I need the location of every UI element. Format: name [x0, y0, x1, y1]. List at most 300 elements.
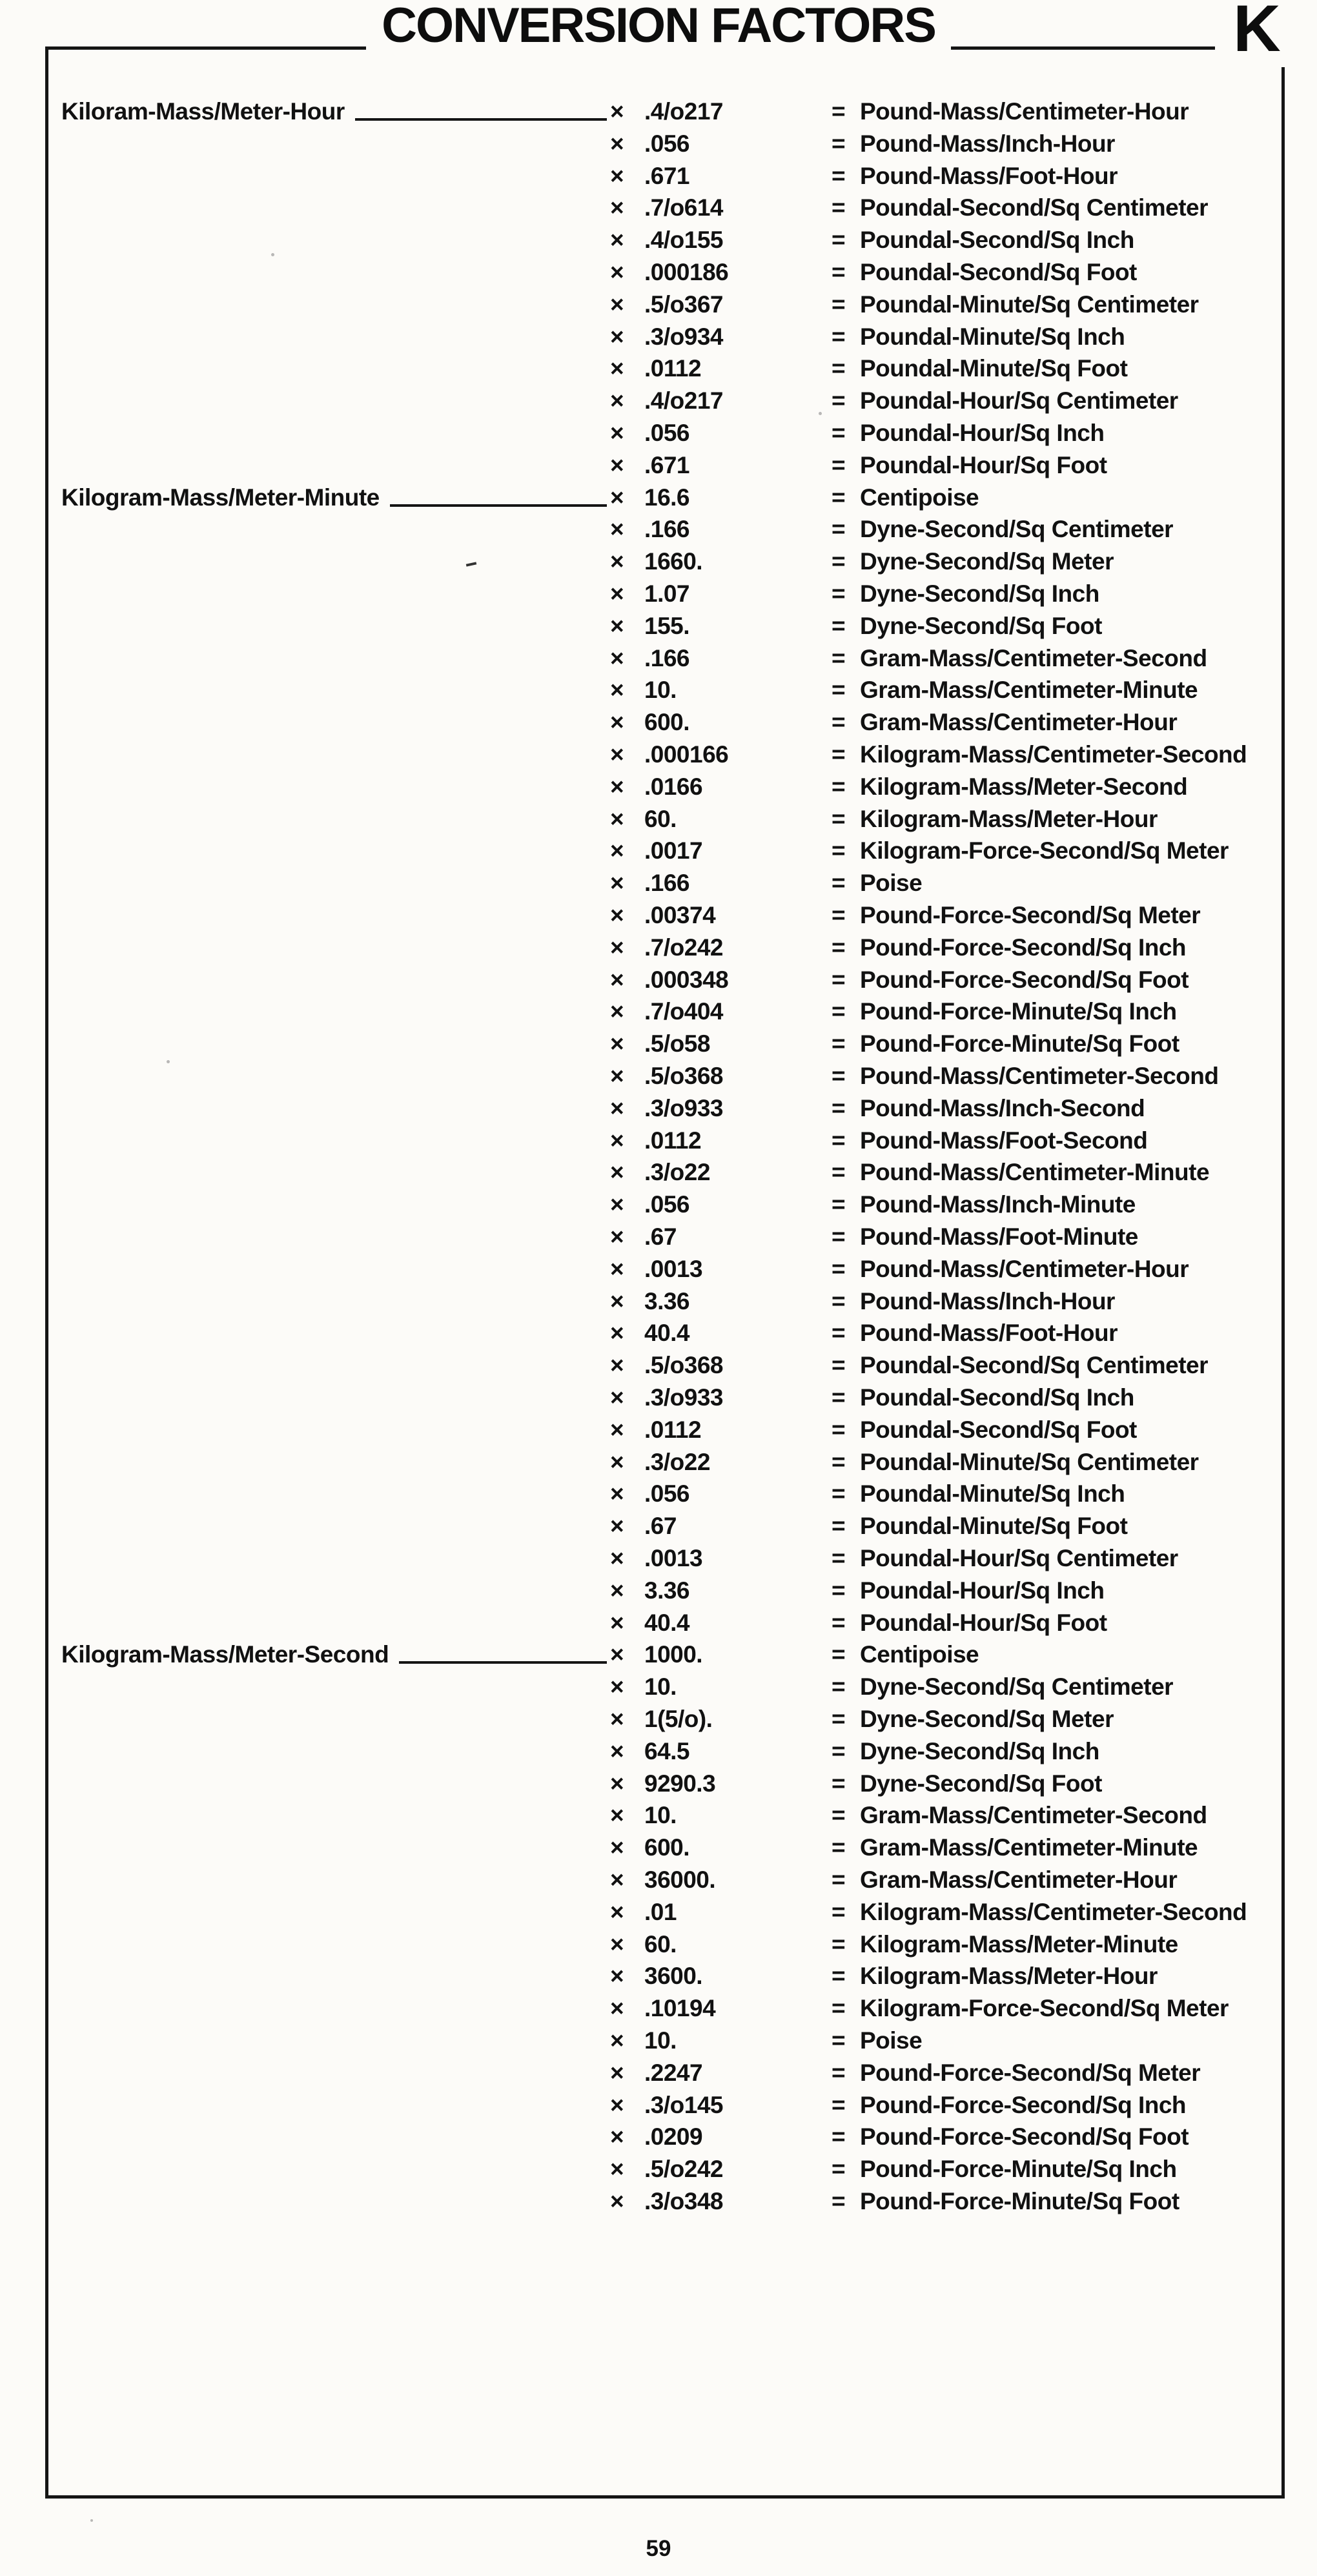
- equals-icon: =: [832, 2188, 846, 2214]
- conversion-row: [0, 290, 1317, 320]
- factor-value: .2247: [644, 2059, 703, 2086]
- multiply-icon: ×: [610, 1094, 624, 1121]
- factor-value: .67: [644, 1223, 677, 1250]
- equals-icon: =: [832, 1834, 846, 1861]
- multiply-icon: ×: [610, 1834, 624, 1861]
- conversion-row: [0, 868, 1317, 898]
- conversion-row: [0, 997, 1317, 1027]
- equals-icon: =: [832, 420, 846, 446]
- unit-label: Pound-Mass/Inch-Hour: [860, 1287, 1115, 1314]
- unit-label: Dyne-Second/Sq Centimeter: [860, 516, 1174, 543]
- unit-label: Poundal-Second/Sq Inch: [860, 1384, 1134, 1411]
- multiply-icon: ×: [610, 1641, 624, 1668]
- unit-label: Poundal-Minute/Sq Inch: [860, 323, 1125, 350]
- unit-label: Pound-Force-Minute/Sq Foot: [860, 2188, 1179, 2214]
- equals-icon: =: [832, 1416, 846, 1443]
- multiply-icon: ×: [610, 1995, 624, 2022]
- factor-value: .01: [644, 1898, 677, 1925]
- multiply-icon: ×: [610, 1577, 624, 1604]
- multiply-icon: ×: [610, 1191, 624, 1218]
- conversion-row: [0, 1254, 1317, 1284]
- factor-value: .00374: [644, 902, 716, 928]
- multiply-icon: ×: [610, 227, 624, 254]
- multiply-icon: ×: [610, 580, 624, 607]
- unit-label: Pound-Force-Minute/Sq Inch: [860, 998, 1177, 1025]
- multiply-icon: ×: [610, 966, 624, 993]
- unit-label: Gram-Mass/Centimeter-Minute: [860, 1834, 1198, 1861]
- equals-icon: =: [832, 644, 846, 671]
- multiply-icon: ×: [610, 1802, 624, 1829]
- unit-label: Poundal-Hour/Sq Centimeter: [860, 1545, 1178, 1571]
- conversion-row: [0, 1833, 1317, 1863]
- page-number: 59: [646, 2536, 671, 2561]
- equals-icon: =: [832, 1030, 846, 1058]
- equals-icon: =: [832, 194, 846, 221]
- factor-value: 40.4: [644, 1609, 690, 1636]
- multiply-icon: ×: [610, 130, 624, 157]
- multiply-icon: ×: [610, 1030, 624, 1058]
- unit-label: Kilogram-Mass/Centimeter-Second: [860, 1898, 1247, 1925]
- unit-label: Gram-Mass/Centimeter-Second: [860, 644, 1207, 671]
- equals-icon: =: [832, 387, 846, 414]
- equals-icon: =: [832, 934, 846, 961]
- equals-icon: =: [832, 870, 846, 897]
- multiply-icon: ×: [610, 2027, 624, 2054]
- multiply-icon: ×: [610, 387, 624, 414]
- conversion-row: [0, 1994, 1317, 2023]
- factor-value: .10194: [644, 1995, 716, 2022]
- unit-label: Poundal-Second/Sq Inch: [860, 227, 1134, 254]
- factor-value: .000348: [644, 966, 729, 993]
- multiply-icon: ×: [610, 2123, 624, 2151]
- multiply-icon: ×: [610, 1384, 624, 1411]
- factor-value: 64.5: [644, 1737, 690, 1764]
- page-title: CONVERSION FACTORS: [366, 1, 951, 50]
- equals-icon: =: [832, 1480, 846, 1508]
- multiply-icon: ×: [610, 323, 624, 350]
- unit-label: Poundal-Hour/Sq Inch: [860, 420, 1105, 446]
- factor-value: .0112: [644, 1127, 702, 1154]
- equals-icon: =: [832, 1287, 846, 1314]
- factor-value: .4/o217: [644, 98, 723, 125]
- multiply-icon: ×: [610, 1352, 624, 1379]
- unit-label: Pound-Mass/Centimeter-Minute: [860, 1159, 1210, 1186]
- multiply-icon: ×: [610, 1737, 624, 1764]
- equals-icon: =: [832, 162, 846, 189]
- quantity-label: Kilogram-Mass/Meter-Minute: [61, 484, 380, 511]
- equals-icon: =: [832, 1802, 846, 1829]
- conversion-row: [0, 1737, 1317, 1766]
- conversion-row: [0, 1704, 1317, 1734]
- unit-label: Dyne-Second/Sq Foot: [860, 612, 1102, 639]
- unit-label: Pound-Mass/Inch-Second: [860, 1094, 1145, 1121]
- conversion-row: [0, 451, 1317, 480]
- unit-label: Dyne-Second/Sq Inch: [860, 1737, 1099, 1764]
- multiply-icon: ×: [610, 1448, 624, 1475]
- equals-icon: =: [832, 1577, 846, 1604]
- equals-icon: =: [832, 516, 846, 543]
- unit-label: Pound-Force-Second/Sq Inch: [860, 2091, 1187, 2118]
- equals-icon: =: [832, 291, 846, 318]
- quantity-label: Kilogram-Mass/Meter-Second: [61, 1641, 389, 1668]
- conversion-row: [0, 836, 1317, 866]
- equals-icon: =: [832, 580, 846, 607]
- unit-label: Gram-Mass/Centimeter-Minute: [860, 677, 1198, 704]
- unit-label: Pound-Force-Minute/Sq Foot: [860, 1030, 1179, 1058]
- conversion-row: [0, 933, 1317, 963]
- multiply-icon: ×: [610, 1545, 624, 1571]
- unit-label: Pound-Mass/Foot-Hour: [860, 162, 1118, 189]
- multiply-icon: ×: [610, 98, 624, 125]
- factor-value: 9290.3: [644, 1770, 716, 1797]
- equals-icon: =: [832, 1223, 846, 1250]
- multiply-icon: ×: [610, 355, 624, 382]
- factor-value: 155.: [644, 612, 690, 639]
- multiply-icon: ×: [610, 644, 624, 671]
- conversion-row: [0, 1897, 1317, 1927]
- multiply-icon: ×: [610, 1255, 624, 1282]
- unit-label: Pound-Mass/Centimeter-Second: [860, 1063, 1219, 1089]
- equals-icon: =: [832, 1127, 846, 1154]
- unit-label: Gram-Mass/Centimeter-Hour: [860, 709, 1178, 736]
- conversion-row: [0, 1094, 1317, 1123]
- conversion-row: [0, 322, 1317, 352]
- factor-value: 3600.: [644, 1963, 703, 1990]
- multiply-icon: ×: [610, 1673, 624, 1701]
- equals-icon: =: [832, 227, 846, 254]
- factor-value: 1(5/o).: [644, 1706, 713, 1732]
- factor-value: .5/o368: [644, 1352, 723, 1379]
- equals-icon: =: [832, 741, 846, 768]
- conversion-row: [0, 258, 1317, 287]
- conversion-row: [0, 1415, 1317, 1445]
- multiply-icon: ×: [610, 194, 624, 221]
- equals-icon: =: [832, 2027, 846, 2054]
- equals-icon: =: [832, 1898, 846, 1925]
- factor-value: .67: [644, 1513, 677, 1540]
- multiply-icon: ×: [610, 548, 624, 575]
- equals-icon: =: [832, 1995, 846, 2022]
- multiply-icon: ×: [610, 2156, 624, 2183]
- conversion-row: [0, 1608, 1317, 1638]
- factor-value: .3/o933: [644, 1094, 723, 1121]
- equals-icon: =: [832, 451, 846, 478]
- conversion-row: [0, 193, 1317, 223]
- multiply-icon: ×: [610, 291, 624, 318]
- factor-value: 600.: [644, 1834, 690, 1861]
- multiply-icon: ×: [610, 259, 624, 285]
- conversion-row: [0, 2187, 1317, 2216]
- unit-label: Kilogram-Mass/Meter-Minute: [860, 1930, 1178, 1958]
- equals-icon: =: [832, 966, 846, 993]
- unit-label: Centipoise: [860, 484, 979, 511]
- unit-label: Kilogram-Force-Second/Sq Meter: [860, 1995, 1229, 2022]
- factor-value: .0112: [644, 1416, 702, 1443]
- quantity-label: Kiloram-Mass/Meter-Hour: [61, 98, 345, 125]
- factor-value: .7/o614: [644, 194, 723, 221]
- multiply-icon: ×: [610, 1609, 624, 1636]
- equals-icon: =: [832, 1255, 846, 1282]
- tab-letter: K: [1215, 0, 1299, 67]
- unit-label: Centipoise: [860, 1641, 979, 1668]
- unit-label: Pound-Mass/Centimeter-Hour: [860, 98, 1189, 125]
- unit-label: Poundal-Second/Sq Foot: [860, 1416, 1137, 1443]
- equals-icon: =: [832, 902, 846, 928]
- unit-label: Kilogram-Mass/Centimeter-Second: [860, 741, 1247, 768]
- equals-icon: =: [832, 2091, 846, 2118]
- conversion-row: [0, 483, 1317, 513]
- conversion-row: [0, 1479, 1317, 1509]
- conversion-row: [0, 129, 1317, 159]
- multiply-icon: ×: [610, 1770, 624, 1797]
- conversion-row: [0, 1447, 1317, 1477]
- conversion-row: [0, 386, 1317, 416]
- conversion-row: [0, 611, 1317, 641]
- multiply-icon: ×: [610, 1320, 624, 1347]
- multiply-icon: ×: [610, 1513, 624, 1540]
- factor-value: .166: [644, 516, 690, 543]
- equals-icon: =: [832, 1963, 846, 1990]
- equals-icon: =: [832, 1191, 846, 1218]
- conversion-row: [0, 772, 1317, 802]
- equals-icon: =: [832, 1545, 846, 1571]
- equals-icon: =: [832, 1641, 846, 1668]
- multiply-icon: ×: [610, 2091, 624, 2118]
- conversion-row: [0, 1672, 1317, 1702]
- unit-label: Dyne-Second/Sq Meter: [860, 1706, 1114, 1732]
- unit-label: Poundal-Second/Sq Centimeter: [860, 194, 1209, 221]
- unit-label: Pound-Force-Second/Sq Inch: [860, 934, 1187, 961]
- conversion-row: [0, 1930, 1317, 1959]
- factor-value: .5/o367: [644, 291, 723, 318]
- equals-icon: =: [832, 130, 846, 157]
- factor-value: .671: [644, 162, 690, 189]
- factor-value: .056: [644, 420, 690, 446]
- conversion-row: [0, 1511, 1317, 1541]
- conversion-row: [0, 1318, 1317, 1348]
- conversion-row: [0, 2026, 1317, 2056]
- conversion-row: [0, 1287, 1317, 1316]
- equals-icon: =: [832, 1930, 846, 1958]
- multiply-icon: ×: [610, 1287, 624, 1314]
- factor-value: .166: [644, 644, 690, 671]
- conversion-row: [0, 1544, 1317, 1573]
- unit-label: Dyne-Second/Sq Foot: [860, 1770, 1102, 1797]
- multiply-icon: ×: [610, 516, 624, 543]
- factor-value: .5/o58: [644, 1030, 710, 1058]
- equals-icon: =: [832, 1609, 846, 1636]
- conversion-row: [0, 579, 1317, 609]
- equals-icon: =: [832, 1770, 846, 1797]
- conversion-row: [0, 1576, 1317, 1606]
- conversion-row: [0, 97, 1317, 127]
- factor-value: .0166: [644, 773, 703, 800]
- conversion-row: [0, 1158, 1317, 1187]
- multiply-icon: ×: [610, 484, 624, 511]
- conversion-row: [0, 675, 1317, 705]
- equals-icon: =: [832, 2123, 846, 2151]
- equals-icon: =: [832, 612, 846, 639]
- factor-value: .4/o155: [644, 227, 723, 254]
- conversion-row: [0, 2122, 1317, 2152]
- multiply-icon: ×: [610, 451, 624, 478]
- equals-icon: =: [832, 1448, 846, 1475]
- factor-value: .3/o22: [644, 1159, 710, 1186]
- factor-value: .0013: [644, 1255, 703, 1282]
- unit-label: Gram-Mass/Centimeter-Hour: [860, 1866, 1178, 1893]
- equals-icon: =: [832, 1384, 846, 1411]
- equals-icon: =: [832, 1320, 846, 1347]
- multiply-icon: ×: [610, 902, 624, 928]
- factor-value: 60.: [644, 805, 677, 832]
- factor-value: 60.: [644, 1930, 677, 1958]
- multiply-icon: ×: [610, 2059, 624, 2086]
- factor-value: 36000.: [644, 1866, 716, 1893]
- factor-value: .4/o217: [644, 387, 723, 414]
- conversion-row: [0, 354, 1317, 383]
- multiply-icon: ×: [610, 1930, 624, 1958]
- multiply-icon: ×: [610, 773, 624, 800]
- unit-label: Poundal-Second/Sq Centimeter: [860, 1352, 1209, 1379]
- unit-label: Poundal-Hour/Sq Centimeter: [860, 387, 1178, 414]
- unit-label: Poundal-Hour/Sq Inch: [860, 1577, 1105, 1604]
- factor-value: 3.36: [644, 1287, 690, 1314]
- factor-value: .056: [644, 1480, 690, 1508]
- multiply-icon: ×: [610, 1223, 624, 1250]
- unit-label: Poundal-Minute/Sq Foot: [860, 1513, 1128, 1540]
- equals-icon: =: [832, 259, 846, 285]
- equals-icon: =: [832, 805, 846, 832]
- conversion-row: [0, 1769, 1317, 1799]
- equals-icon: =: [832, 355, 846, 382]
- conversion-row: [0, 901, 1317, 930]
- factor-value: 10.: [644, 677, 677, 704]
- factor-value: .3/o348: [644, 2188, 723, 2214]
- factor-value: 1000.: [644, 1641, 703, 1668]
- unit-label: Dyne-Second/Sq Inch: [860, 580, 1099, 607]
- multiply-icon: ×: [610, 1480, 624, 1508]
- unit-label: Dyne-Second/Sq Centimeter: [860, 1673, 1174, 1701]
- factor-value: .3/o934: [644, 323, 723, 350]
- multiply-icon: ×: [610, 420, 624, 446]
- multiply-icon: ×: [610, 741, 624, 768]
- unit-label: Kilogram-Mass/Meter-Hour: [860, 805, 1158, 832]
- equals-icon: =: [832, 773, 846, 800]
- multiply-icon: ×: [610, 1127, 624, 1154]
- factor-value: .671: [644, 451, 690, 478]
- factor-value: .056: [644, 130, 690, 157]
- equals-icon: =: [832, 998, 846, 1025]
- equals-icon: =: [832, 1063, 846, 1089]
- conversion-row: [0, 2058, 1317, 2088]
- factor-value: 3.36: [644, 1577, 690, 1604]
- unit-label: Pound-Mass/Centimeter-Hour: [860, 1255, 1189, 1282]
- conversion-row: [0, 1190, 1317, 1220]
- unit-label: Kilogram-Mass/Meter-Second: [860, 773, 1188, 800]
- conversion-row: [0, 1061, 1317, 1091]
- factor-value: 10.: [644, 1673, 677, 1701]
- factor-value: .7/o242: [644, 934, 723, 961]
- conversion-row: [0, 225, 1317, 255]
- unit-label: Poundal-Minute/Sq Foot: [860, 355, 1128, 382]
- multiply-icon: ×: [610, 1159, 624, 1186]
- conversion-row: [0, 965, 1317, 995]
- multiply-icon: ×: [610, 1866, 624, 1893]
- factor-value: .000186: [644, 259, 729, 285]
- equals-icon: =: [832, 548, 846, 575]
- factor-value: .0017: [644, 837, 703, 864]
- unit-label: Pound-Force-Minute/Sq Inch: [860, 2156, 1177, 2183]
- multiply-icon: ×: [610, 1898, 624, 1925]
- unit-label: Pound-Mass/Inch-Minute: [860, 1191, 1136, 1218]
- conversion-row: [0, 1222, 1317, 1252]
- unit-label: Pound-Mass/Inch-Hour: [860, 130, 1115, 157]
- unit-label: Gram-Mass/Centimeter-Second: [860, 1802, 1207, 1829]
- factor-value: 40.4: [644, 1320, 690, 1347]
- factor-value: 600.: [644, 709, 690, 736]
- equals-icon: =: [832, 1737, 846, 1764]
- multiply-icon: ×: [610, 162, 624, 189]
- equals-icon: =: [832, 677, 846, 704]
- conversion-row: [0, 515, 1317, 544]
- equals-icon: =: [832, 1094, 846, 1121]
- factor-value: 10.: [644, 1802, 677, 1829]
- unit-label: Pound-Mass/Foot-Hour: [860, 1320, 1118, 1347]
- conversion-row: [0, 740, 1317, 770]
- multiply-icon: ×: [610, 1063, 624, 1089]
- unit-label: Poundal-Hour/Sq Foot: [860, 1609, 1107, 1636]
- equals-icon: =: [832, 1673, 846, 1701]
- factor-value: .0013: [644, 1545, 703, 1571]
- conversion-row: [0, 1351, 1317, 1380]
- factor-value: .3/o22: [644, 1448, 710, 1475]
- multiply-icon: ×: [610, 1706, 624, 1732]
- multiply-icon: ×: [610, 837, 624, 864]
- equals-icon: =: [832, 837, 846, 864]
- equals-icon: =: [832, 2059, 846, 2086]
- unit-label: Pound-Force-Second/Sq Meter: [860, 2059, 1201, 2086]
- multiply-icon: ×: [610, 709, 624, 736]
- conversion-row: [0, 418, 1317, 448]
- multiply-icon: ×: [610, 677, 624, 704]
- unit-label: Pound-Force-Second/Sq Foot: [860, 966, 1189, 993]
- factor-value: .0209: [644, 2123, 703, 2151]
- factor-value: .7/o404: [644, 998, 723, 1025]
- conversion-row: [0, 2090, 1317, 2120]
- multiply-icon: ×: [610, 934, 624, 961]
- unit-label: Pound-Mass/Foot-Second: [860, 1127, 1148, 1154]
- unit-label: Kilogram-Mass/Meter-Hour: [860, 1963, 1158, 1990]
- factor-value: 10.: [644, 2027, 677, 2054]
- conversion-row: [0, 2154, 1317, 2184]
- factor-value: .3/o933: [644, 1384, 723, 1411]
- equals-icon: =: [832, 709, 846, 736]
- unit-label: Pound-Force-Second/Sq Meter: [860, 902, 1201, 928]
- conversion-row: [0, 644, 1317, 673]
- multiply-icon: ×: [610, 2188, 624, 2214]
- conversion-row: [0, 1029, 1317, 1059]
- equals-icon: =: [832, 323, 846, 350]
- equals-icon: =: [832, 1706, 846, 1732]
- conversion-row: [0, 708, 1317, 737]
- equals-icon: =: [832, 484, 846, 511]
- multiply-icon: ×: [610, 1963, 624, 1990]
- factor-value: .056: [644, 1191, 690, 1218]
- unit-label: Poundal-Minute/Sq Centimeter: [860, 291, 1199, 318]
- unit-label: Poundal-Hour/Sq Foot: [860, 451, 1107, 478]
- factor-value: 16.6: [644, 484, 690, 511]
- unit-label: Dyne-Second/Sq Meter: [860, 548, 1114, 575]
